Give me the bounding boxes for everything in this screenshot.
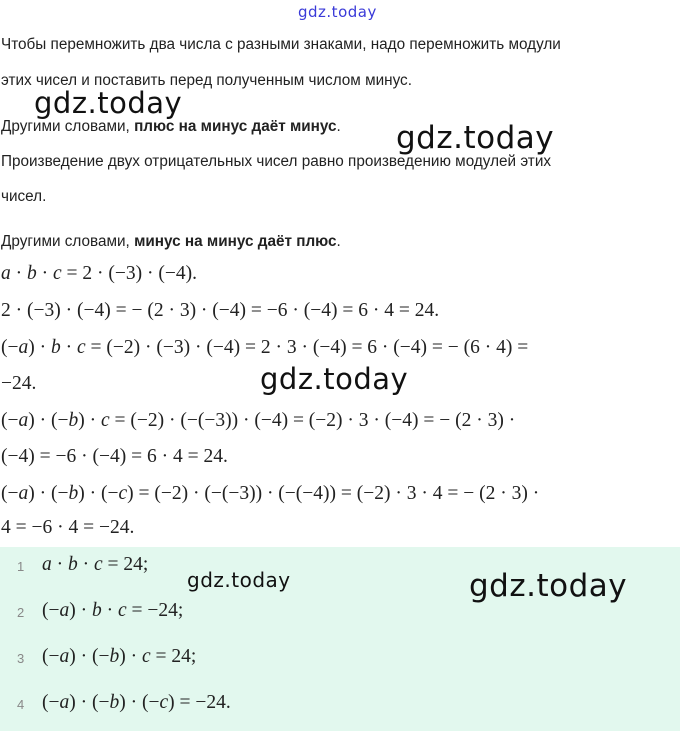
paragraph-minus-minus — [1, 233, 341, 251]
math-line: a · b · c = 2 · (−3) · (−4). — [1, 263, 197, 284]
text-suffix: . — [336, 118, 341, 135]
watermark-top: gdz.today — [298, 3, 377, 21]
answer-expression: a · b · c = 24; — [42, 554, 149, 575]
paragraph-rule-negatives-cont: чисел. — [1, 188, 47, 205]
math-line: (−a) · (−b) · (−c) = (−2) · (−(−3)) · (−(−4)) = (−2) · 3 · 4 = − (2 · 3) · — [1, 483, 540, 504]
paragraph-rule-different-signs: Чтобы перемножить два числа с разными знаками, надо перемножить модули — [1, 36, 561, 53]
paragraph-rule-different-signs-cont: этих чисел и поставить перед полученным числом минус. — [1, 72, 412, 89]
watermark: gdz.today — [34, 86, 183, 120]
bold-phrase-minus-minus: минус на минус даёт плюс — [134, 233, 337, 250]
paragraph-rule-negatives: Произведение двух отрицательных чисел равно произведению модулей этих — [1, 153, 552, 170]
watermark: gdz.today — [260, 362, 409, 396]
answer-expression: (−a) · b · c = −24; — [42, 600, 184, 621]
math-line: 4 = −6 · 4 = −24. — [1, 517, 135, 538]
text-suffix: . — [336, 233, 341, 250]
answer-number: 4 — [17, 697, 25, 712]
math-line: 2 · (−3) · (−4) = − (2 · 3) · (−4) = −6 · (−4) = 6 · 4 = 24. — [1, 300, 440, 321]
paragraph-plus-minus — [1, 118, 341, 136]
answer-row — [0, 639, 680, 685]
watermark: gdz.today — [469, 568, 628, 604]
math-line: (−a) · (−b) · c = (−2) · (−(−3)) · (−4) = (−2) · 3 · (−4) = − (2 · 3) · — [1, 410, 516, 431]
answer-row — [0, 685, 680, 731]
answer-expression: (−a) · (−b) · c = 24; — [42, 646, 197, 667]
watermark: gdz.today — [187, 568, 291, 592]
answer-expression: (−a) · (−b) · (−c) = −24. — [42, 692, 231, 713]
text-prefix: Другими словами, — [1, 118, 135, 135]
watermark: gdz.today — [396, 120, 555, 156]
bold-phrase-plus-minus: плюс на минус даёт минус — [134, 118, 337, 135]
answer-number: 2 — [17, 605, 25, 620]
math-line: (−a) · b · c = (−2) · (−3) · (−4) = 2 · 3 · (−4) = 6 · (−4) = − (6 · 4) = — [1, 337, 529, 358]
math-line: (−4) = −6 · (−4) = 6 · 4 = 24. — [1, 446, 228, 467]
answer-number: 3 — [17, 651, 25, 666]
answer-number: 1 — [17, 559, 25, 574]
math-line: −24. — [1, 373, 37, 394]
text-prefix: Другими словами, — [1, 233, 135, 250]
